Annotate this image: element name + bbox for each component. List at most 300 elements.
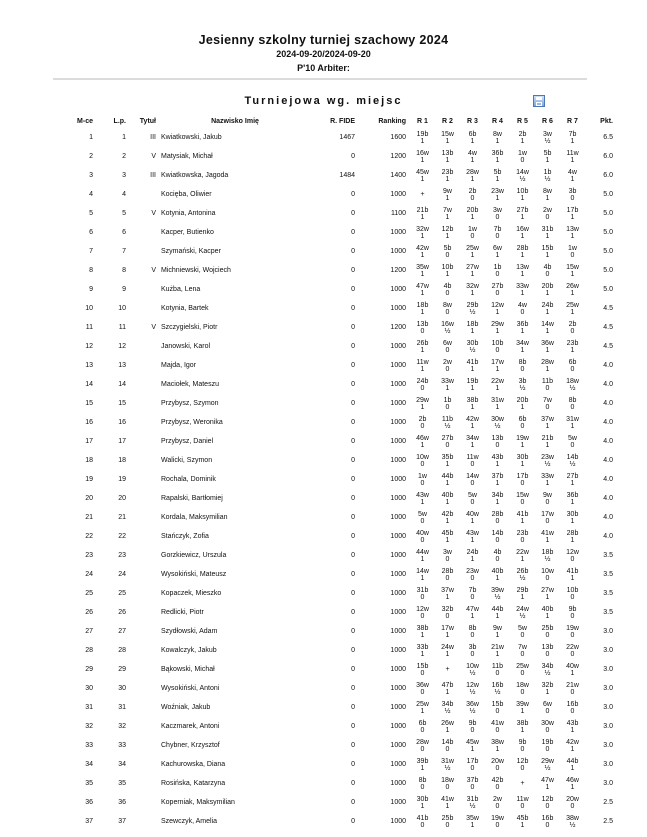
round-6-cell bbox=[535, 546, 560, 565]
game-result: 1 bbox=[520, 270, 525, 278]
opponent-color: + bbox=[520, 780, 525, 787]
game-result: 0 bbox=[520, 498, 525, 506]
arbiter-line: P'10 Arbiter: bbox=[297, 63, 350, 73]
round-3-cell bbox=[460, 204, 485, 223]
col-header-place: M-ce bbox=[77, 118, 93, 125]
number-cell: 10 bbox=[118, 305, 126, 312]
round-4-cell bbox=[485, 356, 510, 375]
opponent-color: 2b bbox=[418, 415, 427, 423]
title-cell bbox=[126, 508, 159, 527]
points-cell: 4.0 bbox=[603, 457, 613, 464]
game-result: 0 bbox=[420, 821, 425, 829]
opponent-color: 47w bbox=[416, 282, 429, 290]
fide-rating-cell: 0 bbox=[351, 286, 355, 293]
game-result: 0 bbox=[470, 764, 475, 772]
opponent-color: 9w bbox=[443, 187, 452, 195]
game-result: 0 bbox=[545, 802, 550, 810]
game-result: ½ bbox=[469, 346, 476, 354]
game-result: 0 bbox=[570, 802, 575, 810]
opponent-color: 13b bbox=[441, 149, 454, 157]
round-5-cell bbox=[510, 375, 535, 394]
fide-rating-cell: 0 bbox=[351, 628, 355, 635]
game-result: 1 bbox=[545, 308, 550, 316]
game-result: 0 bbox=[495, 783, 500, 791]
round-4-cell bbox=[485, 717, 510, 736]
game-result: 1 bbox=[520, 821, 525, 829]
opponent-color: 22w bbox=[566, 643, 579, 651]
opponent-color: 38w bbox=[566, 814, 579, 822]
fide-rating-cell: 0 bbox=[351, 590, 355, 597]
number-cell: 22 bbox=[118, 533, 126, 540]
game-result: ½ bbox=[519, 574, 526, 582]
game-result: 0 bbox=[495, 821, 500, 829]
number-cell: 8 bbox=[122, 267, 126, 274]
opponent-color: 3w bbox=[443, 548, 452, 556]
game-result: 1 bbox=[420, 555, 425, 563]
ranking-cell: 1000 bbox=[390, 305, 406, 312]
player-name-cell: Przybysz, Daniel bbox=[161, 438, 214, 445]
game-result: 1 bbox=[570, 232, 575, 240]
game-result: 1 bbox=[420, 175, 425, 183]
opponent-color: 40b bbox=[441, 491, 454, 499]
ranking-cell: 1600 bbox=[390, 134, 406, 141]
fide-rating-cell: 0 bbox=[351, 210, 355, 217]
title-cell bbox=[126, 432, 159, 451]
game-result: 0 bbox=[470, 631, 475, 639]
place-cell: 14 bbox=[85, 381, 93, 388]
player-name-cell: Kotynia, Bartek bbox=[161, 305, 209, 312]
opponent-color: 5w bbox=[568, 434, 577, 442]
points-cell: 3.5 bbox=[603, 590, 613, 597]
round-6-cell bbox=[535, 204, 560, 223]
game-result: 0 bbox=[520, 745, 525, 753]
round-1-cell bbox=[410, 204, 435, 223]
table-row bbox=[57, 147, 613, 166]
round-5-cell bbox=[510, 698, 535, 717]
game-result: 1 bbox=[445, 213, 450, 221]
round-4-cell bbox=[485, 793, 510, 812]
round-5-cell bbox=[510, 147, 535, 166]
opponent-color: 34w bbox=[466, 434, 479, 442]
game-result: 0 bbox=[520, 365, 525, 373]
game-result: 0 bbox=[495, 536, 500, 544]
opponent-color: 40w bbox=[466, 510, 479, 518]
opponent-color: 41b bbox=[416, 814, 429, 822]
game-result: ½ bbox=[444, 422, 451, 430]
round-1-cell bbox=[410, 812, 435, 831]
round-4-cell bbox=[485, 337, 510, 356]
opponent-color: 40b bbox=[491, 567, 504, 575]
opponent-color: 47w bbox=[466, 605, 479, 613]
fide-rating-cell: 0 bbox=[351, 476, 355, 483]
fide-rating-cell: 0 bbox=[351, 191, 355, 198]
table-row bbox=[57, 755, 613, 774]
opponent-color: 46w bbox=[416, 434, 429, 442]
round-4-cell bbox=[485, 774, 510, 793]
opponent-color: 41w bbox=[491, 719, 504, 727]
round-7-cell bbox=[560, 717, 585, 736]
fide-rating-cell: 0 bbox=[351, 685, 355, 692]
game-result: 1 bbox=[420, 764, 425, 772]
opponent-color: 26b bbox=[516, 567, 529, 575]
number-cell: 7 bbox=[122, 248, 126, 255]
game-result: 0 bbox=[545, 707, 550, 715]
round-7-cell bbox=[560, 508, 585, 527]
opponent-color: 10w bbox=[541, 567, 554, 575]
game-result: 1 bbox=[420, 403, 425, 411]
number-cell: 6 bbox=[122, 229, 126, 236]
round-6-cell bbox=[535, 394, 560, 413]
opponent-color: 36w bbox=[541, 339, 554, 347]
number-cell: 11 bbox=[118, 324, 126, 331]
round-2-cell bbox=[435, 299, 460, 318]
game-result: ½ bbox=[544, 175, 551, 183]
opponent-color: 7w bbox=[543, 396, 552, 404]
opponent-color: 34b bbox=[441, 700, 454, 708]
opponent-color: 43b bbox=[491, 453, 504, 461]
round-6-cell bbox=[535, 622, 560, 641]
points-cell: 3.5 bbox=[603, 571, 613, 578]
opponent-color: 23b bbox=[566, 339, 579, 347]
round-3-cell bbox=[460, 166, 485, 185]
game-result: 1 bbox=[570, 498, 575, 506]
round-6-cell bbox=[535, 128, 560, 147]
opponent-color: 37w bbox=[441, 586, 454, 594]
col-header-name: Nazwisko Imię bbox=[211, 118, 259, 125]
game-result: 1 bbox=[470, 175, 475, 183]
table-row bbox=[57, 546, 613, 565]
game-result: 1 bbox=[495, 365, 500, 373]
table-row bbox=[57, 375, 613, 394]
game-result: 0 bbox=[495, 764, 500, 772]
opponent-color: 17w bbox=[541, 510, 554, 518]
round-1-cell bbox=[410, 565, 435, 584]
opponent-color: 20b bbox=[541, 282, 554, 290]
number-cell: 1 bbox=[122, 134, 126, 141]
game-result: 1 bbox=[445, 175, 450, 183]
table-row bbox=[57, 489, 613, 508]
table-row bbox=[57, 166, 613, 185]
opponent-color: 10w bbox=[416, 453, 429, 461]
opponent-color: 47w bbox=[541, 776, 554, 784]
game-result: 1 bbox=[520, 517, 525, 525]
player-name-cell: Gorzkiewicz, Urszula bbox=[161, 552, 227, 559]
game-result: 0 bbox=[495, 726, 500, 734]
ranking-cell: 1000 bbox=[390, 571, 406, 578]
round-7-cell bbox=[560, 774, 585, 793]
opponent-color: 31w bbox=[566, 415, 579, 423]
round-4-cell bbox=[485, 318, 510, 337]
points-cell: 6.0 bbox=[603, 172, 613, 179]
round-7-cell bbox=[560, 166, 585, 185]
game-result: 1 bbox=[570, 137, 575, 145]
round-4-cell bbox=[485, 546, 510, 565]
opponent-color: 24b bbox=[416, 377, 429, 385]
round-5-cell bbox=[510, 261, 535, 280]
game-result: 1 bbox=[545, 365, 550, 373]
fide-rating-cell: 0 bbox=[351, 780, 355, 787]
points-cell: 4.0 bbox=[603, 438, 613, 445]
game-result: 0 bbox=[545, 821, 550, 829]
points-cell: 3.0 bbox=[603, 685, 613, 692]
opponent-color: 9b bbox=[518, 738, 527, 746]
round-1-cell bbox=[410, 185, 435, 204]
round-2-cell bbox=[435, 318, 460, 337]
game-result: ½ bbox=[469, 308, 476, 316]
opponent-color: 14w bbox=[516, 168, 529, 176]
opponent-color: 44b bbox=[491, 605, 504, 613]
points-cell: 4.5 bbox=[603, 324, 613, 331]
opponent-color: 25w bbox=[416, 700, 429, 708]
game-result: 1 bbox=[445, 517, 450, 525]
table-row bbox=[57, 565, 613, 584]
round-7-cell bbox=[560, 603, 585, 622]
table-row bbox=[57, 584, 613, 603]
game-result: 0 bbox=[445, 574, 450, 582]
round-5-cell bbox=[510, 527, 535, 546]
round-3-cell bbox=[460, 356, 485, 375]
game-result: 1 bbox=[520, 460, 525, 468]
opponent-color: 11w bbox=[466, 453, 479, 461]
divider bbox=[53, 78, 587, 80]
game-result: 1 bbox=[420, 270, 425, 278]
table-row bbox=[57, 242, 613, 261]
game-result: 1 bbox=[495, 137, 500, 145]
fide-rating-cell: 0 bbox=[351, 343, 355, 350]
opponent-color: 10b bbox=[491, 339, 504, 347]
opponent-color: 8w bbox=[443, 301, 452, 309]
fide-rating-cell: 0 bbox=[351, 381, 355, 388]
round-2-cell bbox=[435, 185, 460, 204]
opponent-color: 2w bbox=[543, 206, 552, 214]
round-1-cell bbox=[410, 223, 435, 242]
opponent-color: 38b bbox=[416, 624, 429, 632]
fide-rating-cell: 0 bbox=[351, 419, 355, 426]
opponent-color: 13b bbox=[416, 320, 429, 328]
round-3-cell bbox=[460, 432, 485, 451]
table-row bbox=[57, 793, 613, 812]
opponent-color: 14w bbox=[416, 567, 429, 575]
number-cell: 17 bbox=[118, 438, 126, 445]
opponent-color: 5b bbox=[543, 149, 552, 157]
fide-rating-cell: 0 bbox=[351, 362, 355, 369]
opponent-color: 27b bbox=[441, 434, 454, 442]
points-cell: 4.0 bbox=[603, 419, 613, 426]
round-4-cell bbox=[485, 660, 510, 679]
round-5-cell bbox=[510, 736, 535, 755]
game-result: 0 bbox=[420, 669, 425, 677]
opponent-color: 41b bbox=[466, 358, 479, 366]
title-cell: V bbox=[151, 153, 156, 160]
title-cell bbox=[126, 774, 159, 793]
ranking-cell: 1000 bbox=[390, 229, 406, 236]
opponent-color: 6w bbox=[543, 700, 552, 708]
round-4-cell bbox=[485, 812, 510, 831]
round-7-cell bbox=[560, 242, 585, 261]
round-2-cell bbox=[435, 812, 460, 831]
opponent-color: 1w bbox=[418, 472, 427, 480]
opponent-color: 36w bbox=[416, 681, 429, 689]
opponent-color: 15w bbox=[516, 491, 529, 499]
round-1-cell bbox=[410, 641, 435, 660]
game-result: 0 bbox=[420, 384, 425, 392]
round-6-cell bbox=[535, 679, 560, 698]
place-cell: 28 bbox=[85, 647, 93, 654]
player-name-cell: Kużba, Lena bbox=[161, 286, 201, 293]
game-result: 0 bbox=[420, 783, 425, 791]
opponent-color: 24w bbox=[516, 605, 529, 613]
place-cell: 31 bbox=[85, 704, 93, 711]
game-result: 1 bbox=[420, 498, 425, 506]
game-result: 1 bbox=[470, 327, 475, 335]
player-name-cell: Rochala, Dominik bbox=[161, 476, 216, 483]
round-2-cell bbox=[435, 204, 460, 223]
title-cell bbox=[126, 584, 159, 603]
opponent-color: 31b bbox=[466, 795, 479, 803]
opponent-color: 31w bbox=[441, 757, 454, 765]
opponent-color: 3w bbox=[543, 130, 552, 138]
opponent-color: 8b bbox=[418, 776, 427, 784]
player-name-cell: Michniewski, Wojciech bbox=[161, 267, 231, 274]
table-header-row bbox=[57, 115, 613, 128]
game-result: 1 bbox=[445, 688, 450, 696]
title-cell bbox=[126, 603, 159, 622]
round-3-cell bbox=[460, 812, 485, 831]
round-3-cell bbox=[460, 603, 485, 622]
game-result: 0 bbox=[570, 631, 575, 639]
round-6-cell bbox=[535, 793, 560, 812]
game-result: 1 bbox=[520, 251, 525, 259]
game-result: 1 bbox=[445, 156, 450, 164]
round-2-cell bbox=[435, 603, 460, 622]
opponent-color: 25b bbox=[441, 814, 454, 822]
opponent-color: 40b bbox=[541, 605, 554, 613]
round-4-cell bbox=[485, 584, 510, 603]
game-result: 1 bbox=[445, 650, 450, 658]
round-2-cell bbox=[435, 261, 460, 280]
save-icon[interactable] bbox=[533, 95, 545, 107]
game-result: 1 bbox=[520, 441, 525, 449]
game-result: 1 bbox=[520, 232, 525, 240]
opponent-color: 6b bbox=[518, 415, 527, 423]
game-result: ½ bbox=[444, 327, 451, 335]
round-1-cell bbox=[410, 584, 435, 603]
player-name-cell: Chybner, Krzysztof bbox=[161, 742, 220, 749]
opponent-color: 17b bbox=[566, 206, 579, 214]
opponent-color: 19b bbox=[466, 377, 479, 385]
player-name-cell: Rosińska, Katarzyna bbox=[161, 780, 226, 787]
opponent-color: 9b bbox=[468, 719, 477, 727]
game-result: ½ bbox=[519, 175, 526, 183]
game-result: 0 bbox=[520, 479, 525, 487]
opponent-color: 15w bbox=[441, 130, 454, 138]
round-2-cell bbox=[435, 432, 460, 451]
round-4-cell bbox=[485, 280, 510, 299]
round-1-cell bbox=[410, 261, 435, 280]
opponent-color: 12w bbox=[491, 301, 504, 309]
game-result: 1 bbox=[445, 631, 450, 639]
points-cell: 5.0 bbox=[603, 229, 613, 236]
number-cell: 33 bbox=[118, 742, 126, 749]
game-result: 0 bbox=[545, 745, 550, 753]
round-2-cell bbox=[435, 584, 460, 603]
round-2-cell bbox=[435, 527, 460, 546]
round-4-cell bbox=[485, 432, 510, 451]
opponent-color: 10b bbox=[566, 586, 579, 594]
number-cell: 12 bbox=[118, 343, 126, 350]
round-6-cell bbox=[535, 698, 560, 717]
round-5-cell bbox=[510, 717, 535, 736]
round-3-cell bbox=[460, 261, 485, 280]
opponent-color: 23b bbox=[441, 168, 454, 176]
opponent-color: 9w bbox=[543, 491, 552, 499]
fide-rating-cell: 0 bbox=[351, 514, 355, 521]
game-result: 1 bbox=[520, 726, 525, 734]
player-name-cell: Przybysz, Weronika bbox=[161, 419, 223, 426]
round-6-cell bbox=[535, 584, 560, 603]
round-3-cell bbox=[460, 508, 485, 527]
round-6-cell bbox=[535, 280, 560, 299]
round-7-cell bbox=[560, 432, 585, 451]
round-3-cell bbox=[460, 242, 485, 261]
round-1-cell bbox=[410, 470, 435, 489]
game-result: 0 bbox=[445, 555, 450, 563]
game-result: 1 bbox=[495, 327, 500, 335]
opponent-color: 29b bbox=[466, 301, 479, 309]
opponent-color: 29w bbox=[416, 396, 429, 404]
game-result: 0 bbox=[470, 783, 475, 791]
round-3-cell bbox=[460, 622, 485, 641]
round-1-cell bbox=[410, 508, 435, 527]
opponent-color: 42w bbox=[416, 244, 429, 252]
round-2-cell bbox=[435, 793, 460, 812]
ranking-cell: 1200 bbox=[390, 153, 406, 160]
opponent-color: 6w bbox=[443, 339, 452, 347]
game-result: 1 bbox=[420, 289, 425, 297]
round-3-cell bbox=[460, 698, 485, 717]
number-cell: 4 bbox=[122, 191, 126, 198]
game-result: 0 bbox=[495, 669, 500, 677]
opponent-color: 8b bbox=[568, 396, 577, 404]
opponent-color: 18w bbox=[516, 681, 529, 689]
round-7-cell bbox=[560, 451, 585, 470]
round-2-cell bbox=[435, 622, 460, 641]
opponent-color: 12b bbox=[541, 795, 554, 803]
game-result: ½ bbox=[569, 460, 576, 468]
game-result: 1 bbox=[495, 631, 500, 639]
ranking-cell: 1000 bbox=[390, 818, 406, 825]
table-row bbox=[57, 736, 613, 755]
game-result: 1 bbox=[495, 194, 500, 202]
opponent-color: 12b bbox=[516, 757, 529, 765]
title-cell bbox=[126, 413, 159, 432]
opponent-color: 8w bbox=[493, 130, 502, 138]
table-row bbox=[57, 470, 613, 489]
opponent-color: 15b bbox=[416, 662, 429, 670]
opponent-color: 5b bbox=[443, 244, 452, 252]
player-name-cell: Janowski, Karol bbox=[161, 343, 211, 350]
round-4-cell bbox=[485, 223, 510, 242]
round-7-cell bbox=[560, 356, 585, 375]
game-result: 1 bbox=[570, 479, 575, 487]
place-cell: 8 bbox=[89, 267, 93, 274]
round-1-cell bbox=[410, 375, 435, 394]
round-6-cell bbox=[535, 166, 560, 185]
points-cell: 6.0 bbox=[603, 153, 613, 160]
ranking-cell: 1000 bbox=[390, 438, 406, 445]
game-result: 1 bbox=[570, 346, 575, 354]
round-2-cell bbox=[435, 679, 460, 698]
